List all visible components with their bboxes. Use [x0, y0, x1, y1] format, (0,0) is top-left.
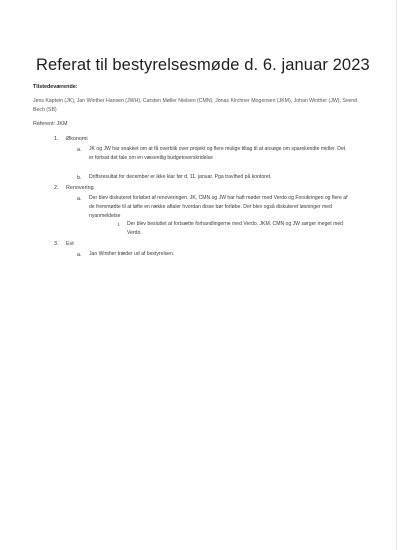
- item-number: 1.: [54, 136, 59, 142]
- subitem-text: Der blev diskuteret forløbet af renoveringen. JK, CMN og JW har haft møder med Verdo og Forsikringen og flere af de fremmødte til at løfte en række aftaler hvordan disse bør forløbe. Der blev også diskuteret løsninger med nyanmeldelse: [89, 195, 348, 220]
- subitem-text: Jan Winther træder ud af bestyrelsen.: [89, 251, 175, 257]
- subitem-letter: a.: [77, 196, 82, 202]
- subsubitem-numeral: i.: [118, 222, 121, 228]
- attendees-heading: Tilstedeværende:: [33, 84, 78, 90]
- subitem-letter: a.: [77, 252, 82, 258]
- subitem-letter: a.: [77, 147, 82, 153]
- subitem-text: JK og JW har snakket om at få overblik over projekt og flere mulige tiltag til at ansøge om sparekendte midler. Det er fortsat det tale om en væsentlig budgetoverskridelse: [89, 146, 346, 162]
- item-number: 2.: [54, 185, 59, 191]
- referent-line: Referent: JKM: [33, 121, 68, 127]
- subitem-letter: b.: [77, 175, 82, 181]
- item-label-okonomi: Økonomi: [66, 136, 88, 142]
- item-label-renovering: Renovering: [66, 185, 94, 191]
- document-title: Referat til bestyrelsesmøde d. 6. januar 2023: [36, 56, 370, 74]
- item-number: 3.: [54, 241, 59, 247]
- attendees-list: Jens Kaptein (JK), Jan Winther Hansen (JWH), Carsten Møller Nielsen (CMN), Jonas Kirchner Mogensen (JKM), Johan Winther (JW), Svend Bech (SB): [33, 98, 358, 113]
- scan-edge-divider: [396, 0, 397, 550]
- subitem-text: Driftsresultat for december er ikke klar før d. 11. januar. Pga travlhed på kontoret.: [89, 174, 272, 180]
- subsubitem-text: Der blev besluttet at fortsætte forhandlingerne med Verdo. JKM, CMN og JW sørger meget med Verdo.: [127, 221, 344, 237]
- item-label-evt: Evt: [66, 241, 74, 247]
